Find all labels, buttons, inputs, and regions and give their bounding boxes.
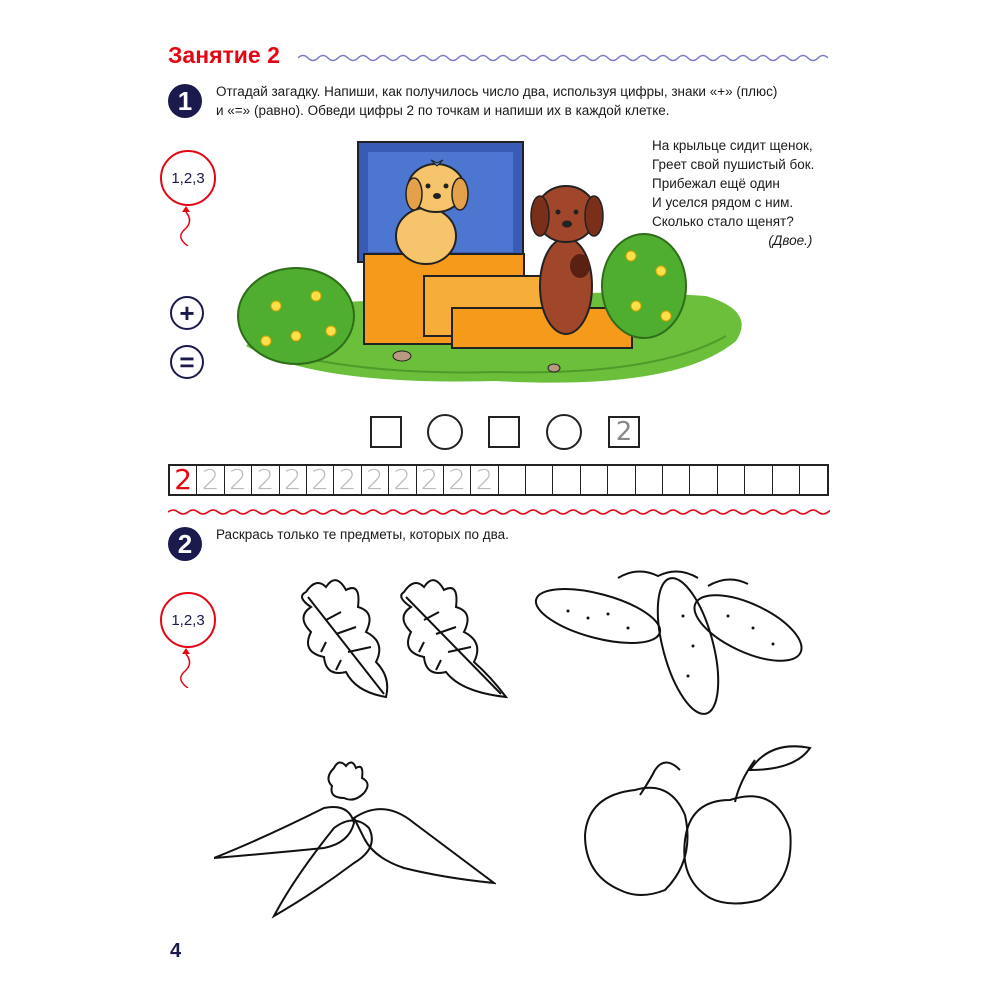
- equation-box-1[interactable]: [370, 416, 402, 448]
- grid-cell[interactable]: [225, 463, 252, 496]
- grid-cell[interactable]: [362, 463, 389, 496]
- grid-cell[interactable]: [581, 466, 608, 494]
- cucumber-icon: [530, 578, 665, 654]
- task-2-instructions: Раскрась только те предметы, которых по два.: [216, 527, 509, 542]
- leaves-coloring[interactable]: [296, 572, 516, 702]
- dotted-digit: 2: [475, 463, 494, 496]
- grid-cell[interactable]: [636, 466, 663, 494]
- riddle-answer: (Двое.): [768, 233, 813, 248]
- equation-sign-circle-2[interactable]: [546, 414, 582, 450]
- cucumbers-coloring[interactable]: [528, 566, 810, 718]
- dotted-digit: 2: [420, 463, 439, 496]
- equation-box-2[interactable]: [488, 416, 520, 448]
- grid-cell[interactable]: [197, 463, 224, 496]
- grid-cell[interactable]: [280, 463, 307, 496]
- dotted-digit: 2: [229, 463, 247, 496]
- poem-line: Сколько стало щенят?: [652, 214, 794, 229]
- sample-digit: 2: [174, 463, 193, 496]
- task-1-number: 1: [168, 84, 202, 118]
- lesson-title: Занятие 2: [168, 42, 280, 68]
- grid-cell[interactable]: [800, 466, 827, 494]
- dotted-digit: 2: [393, 463, 412, 496]
- grid-cell[interactable]: [170, 463, 197, 496]
- carrot-icon: [274, 821, 372, 917]
- equation-sign-circle-1[interactable]: [427, 414, 463, 450]
- dotted-digit: 2: [311, 463, 330, 496]
- task-2-number: 2: [168, 527, 202, 561]
- apple-leaf-icon: [735, 746, 810, 802]
- grid-cell[interactable]: [553, 466, 580, 494]
- oak-leaf-icon: [401, 580, 506, 697]
- balloon-string-icon: [160, 648, 220, 688]
- poem-line: Прибежал ещё один: [652, 176, 780, 191]
- grid-cell[interactable]: [773, 466, 800, 494]
- apples-coloring[interactable]: [580, 740, 816, 910]
- task-1-instructions: [216, 82, 836, 120]
- plus-sign-icon: +: [170, 296, 204, 330]
- grid-cell[interactable]: [499, 466, 526, 494]
- balloon-counter-2: [160, 592, 220, 688]
- grid-cell[interactable]: [718, 466, 745, 494]
- task-1-text-line2: и «=» (равно). Обведи цифры 2 по точкам и напиши их в каждой клетке.: [216, 103, 670, 118]
- grid-cell[interactable]: [745, 466, 772, 494]
- section-wavy-divider: [168, 506, 830, 518]
- grid-cell[interactable]: [334, 463, 361, 496]
- riddle-poem: [652, 136, 814, 250]
- carrots-coloring[interactable]: [214, 758, 496, 920]
- oak-leaf-icon: [302, 580, 387, 697]
- balloon-label-1: 1,2,3: [160, 150, 216, 206]
- title-wavy-divider: [298, 52, 828, 64]
- equation-answer-box[interactable]: 2: [608, 416, 640, 448]
- poem-line: На крыльце сидит щенок,: [652, 138, 813, 153]
- carrot-icon: [354, 809, 494, 883]
- dotted-digit: 2: [283, 463, 302, 496]
- grid-cell[interactable]: [690, 466, 717, 494]
- balloon-label-2: 1,2,3: [160, 592, 216, 648]
- carrot-top-icon: [328, 762, 367, 799]
- poem-line: Греет свой пушистый бок.: [652, 157, 815, 172]
- dotted-digit: 2: [201, 463, 220, 496]
- carrot-icon: [214, 807, 354, 858]
- equals-sign-icon: =: [170, 345, 204, 379]
- page-number: 4: [170, 940, 182, 962]
- grid-cell[interactable]: [389, 463, 416, 496]
- apple-icon: [684, 796, 790, 903]
- task-1-text-line1: Отгадай загадку. Напиши, как получилось число два, используя цифры, знаки «+» (плюс): [216, 84, 778, 99]
- grid-cell[interactable]: [471, 463, 498, 496]
- poem-line: И уселся рядом с ним.: [652, 195, 794, 210]
- balloon-counter-1: [160, 150, 220, 246]
- dotted-digit: 2: [338, 463, 357, 496]
- grid-cell[interactable]: [307, 463, 334, 496]
- cucumber-icon: [685, 582, 810, 675]
- grid-cell[interactable]: [417, 463, 444, 496]
- dotted-digit: 2: [366, 463, 384, 496]
- dotted-digit: 2: [448, 463, 467, 496]
- grid-cell[interactable]: [608, 466, 635, 494]
- digit-writing-grid: [168, 464, 829, 496]
- grid-cell[interactable]: [526, 466, 553, 494]
- grid-cell[interactable]: [252, 463, 279, 496]
- cucumber-icon: [646, 572, 731, 718]
- balloon-string-icon: [160, 206, 220, 246]
- grid-cell[interactable]: [663, 466, 690, 494]
- grid-cell[interactable]: [444, 463, 471, 496]
- apple-icon: [585, 788, 688, 895]
- dotted-digit: 2: [256, 463, 275, 496]
